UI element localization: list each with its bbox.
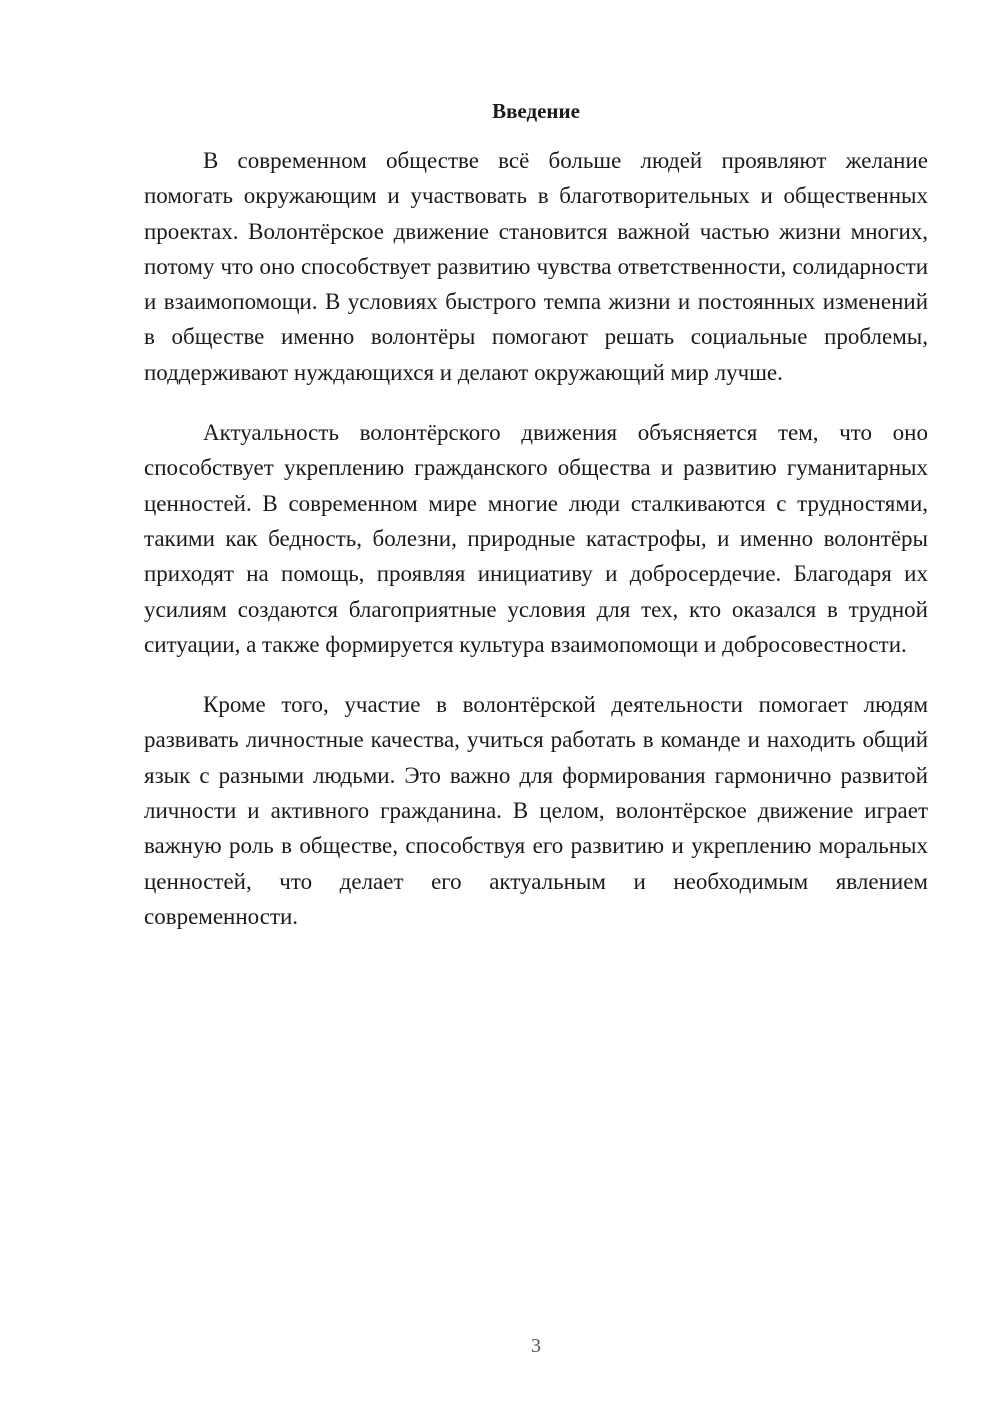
- paragraph-3: Кроме того, участие в волонтёрской деятельности помогает людям развивать личностные качества, учиться работать в команде и находить общий язык с разными людьми. Это важно для формирования гармонично развитой личности и активного гражданина. В целом, волонтёрское движение играет важную роль в обществе, способствуя его развитию и укреплению моральных ценностей, что делает его актуальным и необходимым явлением современности.: [144, 692, 928, 929]
- page-number: 3: [531, 1335, 541, 1357]
- document-body: [144, 143, 928, 959]
- paragraph-2: Актуальность волонтёрского движения объясняется тем, что оно способствует укреплению гражданского общества и развитию гуманитарных ценностей. В современном мире многие люди сталкиваются с трудностями, такими как бедность, болезни, природные катастрофы, и именно волонтёры приходят на помощь, проявляя инициативу и добросердечие. Благодаря их усилиям создаются благоприятные условия для тех, кто оказался в трудной ситуации, а также формируется культура взаимопомощи и добросовестности.: [144, 420, 928, 657]
- page-title: Введение: [492, 99, 580, 123]
- paragraph-1: В современном обществе всё больше людей проявляют желание помогать окружающим и участвовать в благотворительных и общественных проектах. Волонтёрское движение становится важной частью жизни многих, потому что оно способствует развитию чувства ответственности, солидарности и взаимопомощи. В условиях быстрого темпа жизни и постоянных изменений в обществе именно волонтёры помогают решать социальные проблемы, поддерживают нуждающихся и делают окружающий мир лучше.: [144, 148, 928, 385]
